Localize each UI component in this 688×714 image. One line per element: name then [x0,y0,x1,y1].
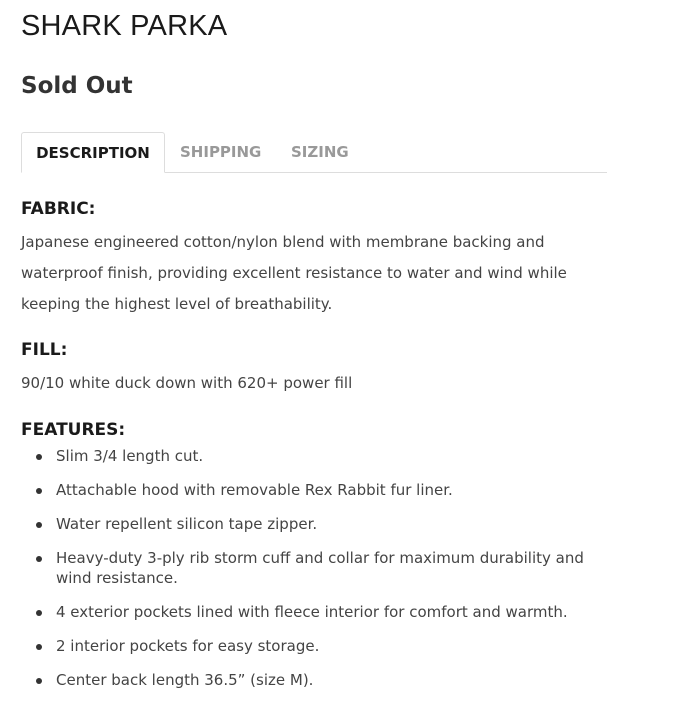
tab-shipping[interactable]: SHIPPING [180,143,262,161]
fabric-text: Japanese engineered cotton/nylon blend with membrane backing and waterproof finish, providing excellent resistance to water and wind while keeping the highest level of breathability. [21,233,567,313]
list-item [21,548,607,588]
list-item [21,514,607,534]
features-list [21,446,607,704]
list-item-text: Center back length 36.5” (size M). [56,671,314,689]
list-item [21,636,607,656]
product-title: SHARK PARKA [21,10,228,42]
list-item-text: Slim 3/4 length cut. [56,447,204,465]
list-item-text: 2 interior pockets for easy storage. [56,637,320,655]
list-item [21,480,607,500]
bullet-icon [36,678,42,684]
sold-out-status: Sold Out [21,73,133,99]
bullet-icon [36,522,42,528]
features-heading: FEATURES: [21,420,126,440]
list-item-text: Water repellent silicon tape zipper. [56,515,318,533]
tab-sizing[interactable]: SIZING [291,143,349,161]
bullet-icon [36,556,42,562]
bullet-icon [36,488,42,494]
list-item-text: Attachable hood with removable Rex Rabbit fur liner. [56,481,453,499]
list-item [21,602,607,622]
list-item [21,446,607,466]
bullet-icon [36,610,42,616]
list-item [21,670,607,690]
fill-text: 90/10 white duck down with 620+ power fill [21,374,353,392]
fill-heading: FILL: [21,340,68,360]
list-item-text: 4 exterior pockets lined with fleece interior for comfort and warmth. [56,603,568,621]
fabric-heading: FABRIC: [21,199,96,219]
product-tabs [21,132,607,173]
bullet-icon [36,454,42,460]
bullet-icon [36,644,42,650]
tab-description[interactable]: DESCRIPTION [21,132,165,173]
list-item-text: Heavy-duty 3-ply rib storm cuff and collar for maximum durability and wind resistance. [56,549,584,587]
